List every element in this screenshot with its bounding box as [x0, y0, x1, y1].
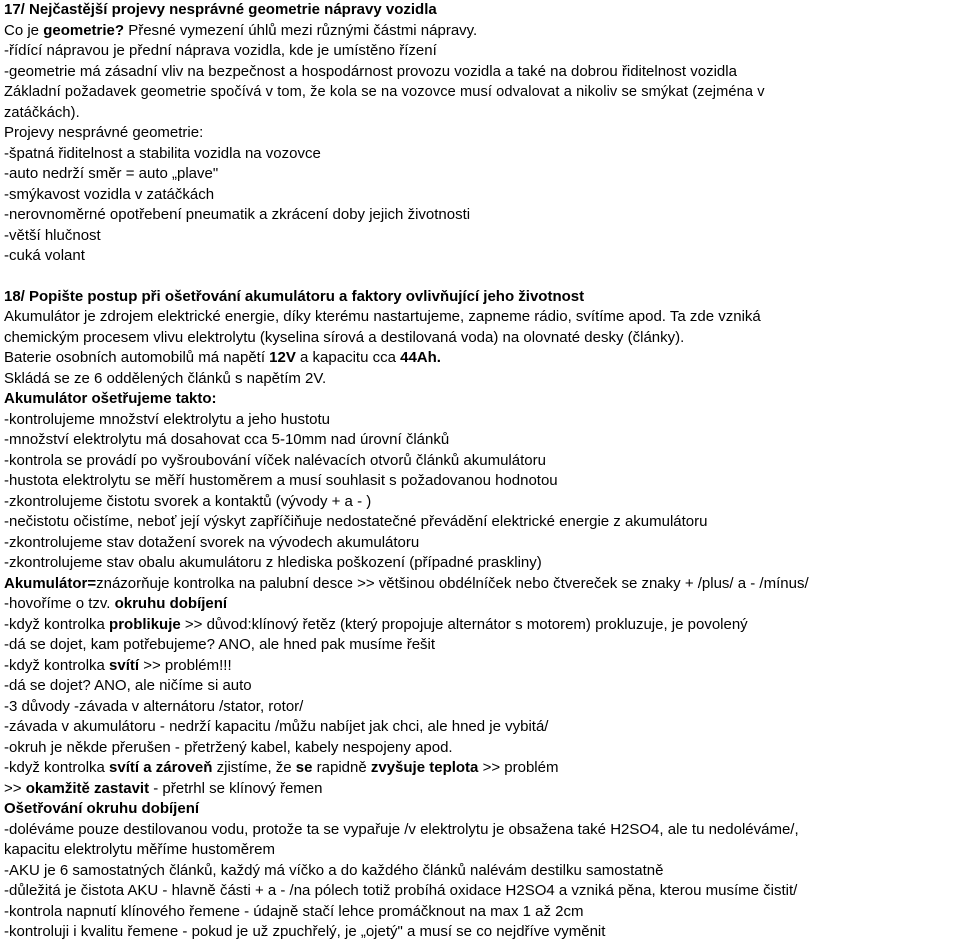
text-line: -závada v akumulátoru - nedrží kapacitu /můžu nabíjet jak chci, ale hned je vybitá/	[4, 718, 549, 735]
text-line: -3 důvody -závada v alternátoru /stator, rotor/	[4, 697, 304, 715]
maintenance-item: -kontroluji i kvalitu řemene - pokud je už zpuchřelý, je „ojetý" a musí se co nejdříve vyměnit	[4, 923, 606, 940]
maintenance-item: -kontrola napnutí klínového řemene - údajně stačí lehce promáčknout na max 1 až 2cm	[4, 902, 584, 920]
care-item: -kontrolujeme množství elektrolytu a jeho hustotu	[4, 410, 330, 428]
text-line: -dá se dojet? ANO, ale ničíme si auto	[4, 677, 252, 694]
charging-circuit-line: -hovoříme o tzv. okruhu dobíjení	[4, 595, 228, 612]
symptoms-heading: Projevy nesprávné geometrie:	[4, 124, 204, 141]
text-line: -dá se dojet, kam potřebujeme? ANO, ale hned pak musíme řešit	[4, 636, 436, 653]
maintenance-heading: Ošetřování okruhu dobíjení	[4, 800, 200, 817]
maintenance-item: -doléváme pouze destilovanou vodu, protože ta se vypařuje /v elektrolytu je obsažena také H2SO4, ale tu nedoléváme/,	[4, 820, 799, 838]
stop-immediately-line: >> okamžitě zastavit - přetrhl se klínový řemen	[4, 779, 323, 797]
maintenance-item: kapacitu elektrolytu měříme hustoměrem	[4, 841, 275, 858]
text-line: chemickým procesem vlivu elektrolytu (kyselina sírová a destilovaná voda) na olovnaté desky (články).	[4, 328, 685, 346]
symptom-item: -nerovnoměrné opotřebení pneumatik a zkrácení doby jejich životnosti	[4, 206, 471, 223]
lamp-lit-line: -když kontrolka svítí >> problém!!!	[4, 656, 232, 674]
maintenance-item: -AKU je 6 samostatných článků, každý má víčko a do každého článků nalévám destilku samostatně	[4, 861, 664, 879]
lamp-flashing-line: -když kontrolka problikuje >> důvod:klínový řetěz (který propojuje alternátor s motorem) prokluzuje, je povolený	[4, 615, 748, 633]
document-page	[4, 0, 958, 943]
section-spacer	[4, 267, 958, 287]
text-line: -okruh je někde přerušen - přetržený kabel, kabely nespojeny apod.	[4, 738, 453, 756]
symptom-item: -cuká volant	[4, 247, 85, 264]
care-item: -hustota elektrolytu se měří hustoměrem a musí souhlasit s požadovanou hodnotou	[4, 472, 558, 489]
text-line: -geometrie má zásadní vliv na bezpečnost a hospodárnost provozu vozidla a také na dobrou řiditelnost vozidla	[4, 62, 737, 80]
care-item: -zkontrolujeme stav obalu akumulátoru z hlediska poškození (případné praskliny)	[4, 554, 542, 571]
care-heading: Akumulátor ošetřujeme takto:	[4, 390, 217, 407]
lamp-temperature-line: -když kontrolka svítí a zároveň zjistíme, že se rapidně zvyšuje teplota >> problém	[4, 759, 559, 776]
symptom-item: -větší hlučnost	[4, 226, 101, 244]
symptom-item: -auto nedrží směr = auto „plave"	[4, 165, 219, 182]
section-18-title: 18/ Popište postup při ošetřování akumulátoru a faktory ovlivňující jeho životnost	[4, 287, 585, 305]
battery-specs: Baterie osobních automobilů má napětí 12V a kapacitu cca 44Ah.	[4, 349, 441, 366]
care-item: -nečistotu očistíme, neboť její výskyt zapříčiňuje nedostatečné převádění elektrické energie z akumulátoru	[4, 513, 708, 530]
text-line: Základní požadavek geometrie spočívá v tom, že kola se na vozovce musí odvalovat a nikoliv se smýkat (zejména v	[4, 84, 765, 100]
section-17-title: 17/ Nejčastější projevy nesprávné geometrie nápravy vozidla	[4, 1, 437, 18]
text-line: zatáčkách).	[4, 104, 80, 121]
maintenance-item: -důležitá je čistota AKU - hlavně části + a - /na pólech totiž probíhá oxidace H2SO4 a vzniká pěna, kterou musíme čistit/	[4, 882, 798, 899]
care-item: -zkontrolujeme stav dotažení svorek na vývodech akumulátoru	[4, 533, 420, 551]
geometry-question: Co je geometrie? Přesné vymezení úhlů mezi různými částmi nápravy.	[4, 21, 478, 39]
text-line: -řídící nápravou je přední náprava vozidla, kde je umístěno řízení	[4, 42, 437, 59]
text-line: Akumulátor je zdrojem elektrické energie, díky kterému nastartujeme, zapneme rádio, svítíme apod. Ta zde vzniká	[4, 308, 761, 325]
symptom-item: -špatná řiditelnost a stabilita vozidla na vozovce	[4, 144, 321, 162]
care-item: -množství elektrolytu má dosahovat cca 5-10mm nad úrovní článků	[4, 431, 450, 448]
text-line: Skládá se ze 6 oddělených článků s napětím 2V.	[4, 369, 327, 387]
care-item: -kontrola se provádí po vyšroubování víček nalévacích otvorů článků akumulátoru	[4, 451, 546, 469]
indicator-line: Akumulátor=znázorňuje kontrolka na palubní desce >> většinou obdélníček nebo čtvereček se znaky + /plus/ a - /mínus/	[4, 574, 809, 592]
symptom-item: -smýkavost vozidla v zatáčkách	[4, 185, 215, 203]
care-item: -zkontrolujeme čistotu svorek a kontaktů (vývody + a - )	[4, 492, 372, 510]
